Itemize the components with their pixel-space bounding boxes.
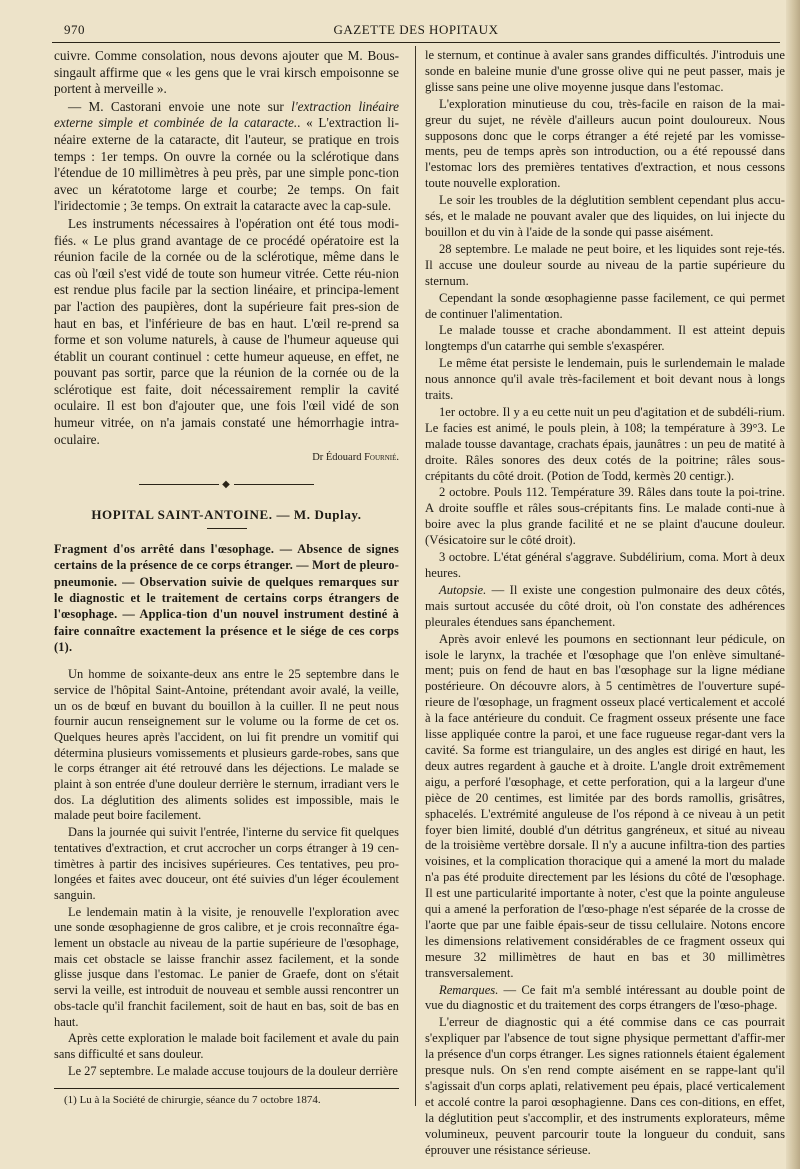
- paragraph: L'exploration minutieuse du cou, très-facile en raison de la mai-greur du sujet, ne révèle d'ailleurs aucun point douloureux. Nous supposons donc que le corps étranger a été rejeté par les vomisse-ments, peu de temps après son introduction, ou a été repoussé dans l'estomac lors des premières tentatives d'extraction, et nous cessons toute nouvelle exploration.: [425, 96, 785, 191]
- paragraph: Le lendemain matin à la visite, je renouvelle l'exploration avec une sonde œsophagienne de gros calibre, et je crois reconnaître éga-lement un obstacle au niveau de la partie supérieure de l'œsophage, mais cet obstacle se laisse franchir assez facilement, et la sonde glisse jusque dans l'estomac. Le panier de Graefe, dont on s'était servi la veille, est introduit de nouveau et semble aussi rencontrer un obs-tacle qu'il franchit facilement, soit de haut en bas, soit de bas en haut.: [54, 904, 399, 1029]
- section-title: HOPITAL SAINT-ANTOINE. — M. Duplay.: [91, 507, 362, 523]
- paragraph: [425, 583, 785, 631]
- page-number: 970: [64, 22, 85, 37]
- text-run: . « L'extraction li-néaire externe de la cataracte, dit l'auteur, se pratique en trois temps : 1er temps. On ouvre la cornée ou la sclérotique dans l'étendue de 10 millimètres à peu près, par une simple ponc-tion avec un kératotome large et courbe; 2e temps. On fait l'iridectomie ; 3e temps. On extrait la cataracte avec la cap-sule.: [54, 115, 399, 214]
- right-column: [425, 48, 785, 1160]
- case-title: Fragment d'os arrêté dans l'œsophage. — Absence de signes certains de la présence de ce corps étranger. — Mort de pleuro-pneumonie. — Observation suivie de quelques remarques sur le diagnostic et le traitement de certains corps étrangers de l'œsophage. — Applica-tion d'un nouvel instrument destiné à faire connaître exactement la présence et le siége de ces corps (1).: [54, 542, 399, 654]
- signature: [54, 450, 399, 467]
- signature-prefix: Dr Édouard: [312, 452, 365, 464]
- column-divider: [415, 46, 416, 1106]
- left-column: [54, 48, 399, 1080]
- page-spine-shadow: [786, 0, 800, 1169]
- header-rule: [52, 42, 780, 43]
- case-body: [54, 667, 399, 1079]
- paragraph: 2 octobre. Pouls 112. Température 39. Râles dans toute la poi-trine. A droite souffle et râles sous-crépitants fins. Le malade conti-nue à boire avec la plus grande facilité et ne se plaint d'aucune douleur. (Vésicatoire sur le côté droit).: [425, 485, 785, 548]
- paragraph: Dans la journée qui suivit l'entrée, l'interne du service fit quelques tentatives d'extraction, et crut accrocher un corps étranger à 19 cen-timètres à partir des incisives supérieures. Ces tentatives, peu pro-longées et faites avec douceur, ont été suivies d'un léger écoulement sanguin.: [54, 825, 399, 902]
- running-title: GAZETTE DES HOPITAUX: [333, 22, 499, 37]
- paragraph: Le soir les troubles de la déglutition semblent cependant plus accu-sés, et le malade ne pouvant avaler que des liquides, on lui injecte du bouillon et du vin à l'aide de la sonde qui passe aisément.: [425, 193, 785, 239]
- paragraph: [54, 99, 399, 215]
- footnote-rule: [54, 1088, 399, 1089]
- signature-name: Fournié.: [364, 452, 399, 464]
- paragraph: Cependant la sonde œsophagienne passe facilement, ce qui permet de continuer l'alimentation.: [425, 290, 785, 321]
- paragraph: Après avoir enlevé les poumons en sectionnant leur pédicule, on isole le larynx, la trachée et l'œsophage que l'on enlève simultané-ment; puis on fend de haut en bas l'œsophage sur la ligne médiane postérieure. On découvre alors, à 5 centimètres de l'ouverture supé-rieure de l'œsophage, un fragment osseux placé verticalement et accolé à la face antérieure du conduit. Ce fragment osseux présente une face lisse appliquée contre la paroi, et une face rugueuse regar-dant vers la cavité. Sa forme est triangulaire, un des angles est dirigé en haut, les deux autres regardent à gauche et à droite. L'angle droit extrêmement aigu, a perforé l'œsophage, et cette perforation, qui a la largeur d'une pièce de 20 centimes, est limitée par des bords ramollis, grisâtres, sphacelés. L'extrémité anguleuse de l'os répond à ce niveau à un petit foyer bien limité, doublé d'un détritus gangréneux, et situé au niveau de la troisième vertèbre dorsale. Il n'y a aucune infiltra-tion des parties voisines, et la complication thoracique qui a amené la mort du malade n'a pas été produite directement par les lésions du côté de l'œsophage. Il est une particularité importante à noter, c'est que la pointe anguleuse qui a amené la perforation de l'œso-phage n'est séparée de la crosse de l'aorte que par une faible épais-seur de tissu cellulaire. Notons encore les dimensions relativement considérables de ce fragment osseux qui mesure 32 millimètres de haut en bas et 30 millimètres transversalement.: [425, 631, 785, 980]
- paragraph: Le malade tousse et crache abondamment. Il est atteint depuis longtemps d'un catarrhe qui semble s'exaspérer.: [425, 323, 785, 354]
- paragraph: Les instruments nécessaires à l'opération ont été tous modi-fiés. « Le plus grand avantage de ce procédé opératoire est la réunion facile de la cornée ou de la sclérotique, même dans le cas où l'œil s'est vidé de toute son humeur vitrée. Cette réu-nion est rendue plus facile par la section linéaire, et principa-lement par l'action des paupières, dont la supérieure fait pres-sion de haut en bas, et l'inférieure de bas en haut. L'œil re-prend sa forme et son volume naturels, à cause de l'humeur aqueuse qui établit un courant continuel : cette humeur aqueuse, en effet, ne pouvant pas sortir, parce que la réunion de la cornée ou de la sclérotique est faite, doit nécessairement remplir la cavité oculaire. Il est bon d'ajouter que, une fois l'œil vidé de son humeur vitrée, on n'a jamais constaté une hémorrhagie intra-oculaire.: [54, 215, 399, 447]
- paragraph: Après cette exploration le malade boit facilement et avale du pain sans difficulté et sans douleur.: [54, 1031, 399, 1061]
- paragraph: 1er octobre. Il y a eu cette nuit un peu d'agitation et de subdéli-rium. Le facies est animé, le pouls plein, à 108; la température à 39°3. Le malade tousse davantage, crachats épais, jaunâtres : un peu de matité à droite. Râles sonores des deux cotés de la poitrine; râles sous-crépitants du côté droit. (Potion de Todd, kermès 20 centigr.).: [425, 404, 785, 483]
- paragraph: cuivre. Comme consolation, nous devons ajouter que M. Bous-singault affirme que « les gens que le vrai kirsch empoisonne se portent à merveille ».: [54, 48, 399, 97]
- paragraph: 28 septembre. Le malade ne peut boire, et les liquides sont reje-tés. Il accuse une douleur sourde au niveau de la partie supérieure du sternum.: [425, 241, 785, 288]
- paragraph: L'erreur de diagnostic qui a été commise dans ce cas pourrait s'expliquer par l'absence de tout signe physique permettant d'affir-mer la présence d'un corps étranger. Les signes rationnels étaient également presque nuls. On s'en rend compte aisément en se rappe-lant qu'il s'agissait d'un corps aplati, relativement peu épais, placé verticalement et accolé contre la paroi œsophagienne. Dans ces con-ditions, en effet, la déglutition peut s'accomplir, et des instruments explorateurs, même volumineux, peuvent parcourir toute la longueur du conduit, sans éprouver une résistance sérieuse.: [425, 1015, 785, 1157]
- italic-title: l'extraction linéaire externe simple et combinée de la cataracte.: [54, 98, 399, 131]
- paragraph: le sternum, et continue à avaler sans grandes difficultés. J'introduis une sonde en baleine munie d'une grosse olive qui ne peut passer, mais je glisse sans peine une olive moyenne jusque dans l'estomac.: [425, 48, 785, 94]
- paragraph: 3 octobre. L'état général s'aggrave. Subdélirium, coma. Mort à deux heures.: [425, 550, 785, 580]
- text-run: — Ce fait m'a semblé intéressant au double point de vue du diagnostic et du traitement des corps étrangers de l'œso-phage.: [425, 982, 785, 1013]
- paragraph: [425, 983, 785, 1015]
- text-run: — Il existe une congestion pulmonaire des deux côtés, mais surtout accusée du côté droit, où l'on constate des adhérences pleurales étendues sans épanchement.: [425, 582, 785, 629]
- italic-heading: Autopsie.: [439, 582, 487, 597]
- italic-heading: Remarques.: [439, 982, 499, 997]
- paragraph: Le 27 septembre. Le malade accuse toujours de la douleur derrière: [68, 1063, 398, 1078]
- paragraph: Un homme de soixante-deux ans entre le 25 septembre dans le service de l'hôpital Saint-Antoine, prétendant avoir avalé, la veille, un os de bœuf en buvant du bouillon à la cuiller. Il ne peut nous fournir aucun renseignement sur le volume ou la forme de cet os. Quelques heures après l'accident, on lui fit prendre un vomitif qui détermina plusieurs vomissements et plusieurs garde-robes, sans que le corps étranger ait été retrouvé dans les déjections. Le malade se plaint à son entrée d'une douleur derrière le sternum, irradiant vers le dos. La déglutition des aliments solides est impossible, mais le malade peut boire facilement.: [54, 667, 399, 823]
- paragraph: Le même état persiste le lendemain, puis le surlendemain le malade nous annonce qu'il avale très-facilement et boit devant nous à longs traits.: [425, 356, 785, 403]
- footnote: (1) Lu à la Société de chirurgie, séance du 7 octobre 1874.: [64, 1094, 321, 1106]
- text-run: — M. Castorani envoie une note sur: [68, 98, 292, 114]
- page-header: [52, 18, 780, 40]
- ornamental-rule: ◆: [54, 477, 399, 494]
- section-rule: [207, 528, 247, 529]
